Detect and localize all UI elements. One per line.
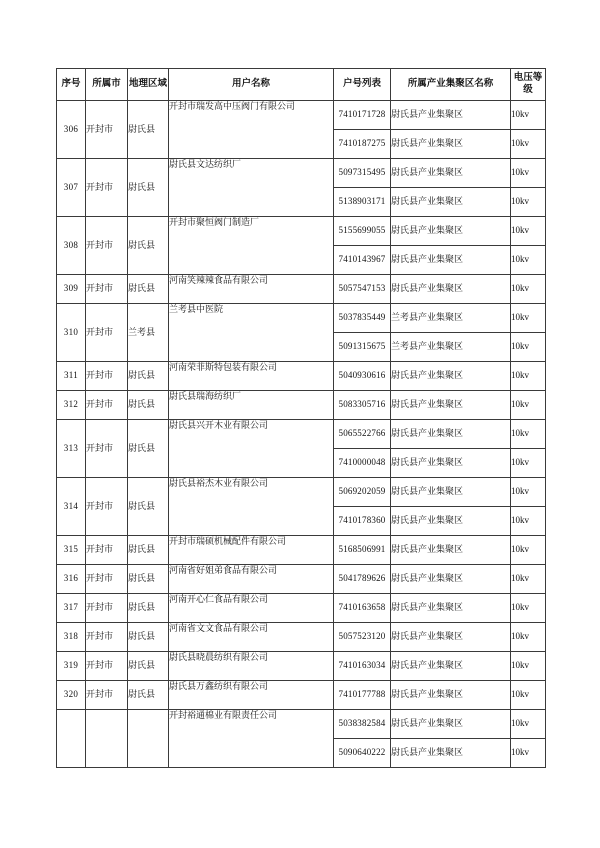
- city-cell: 开封市: [86, 362, 128, 391]
- account-number-cell: 5138903171: [334, 188, 391, 217]
- user-name-cell: 尉氏县万鑫纺织有限公司: [169, 681, 334, 710]
- account-number-cell: 5155699055: [334, 217, 391, 246]
- user-name-cell: 河南省好姐弟食品有限公司: [169, 565, 334, 594]
- voltage-cell: 10kv: [511, 159, 546, 188]
- city-cell: 开封市: [86, 536, 128, 565]
- cluster-name-cell: 尉氏县产业集聚区: [391, 188, 511, 217]
- account-number-cell: 7410163658: [334, 594, 391, 623]
- voltage-cell: 10kv: [511, 391, 546, 420]
- account-number-cell: 5097315495: [334, 159, 391, 188]
- region-cell: 尉氏县: [128, 565, 169, 594]
- user-name-cell: 开封市聚恒阀门制造厂: [169, 217, 334, 275]
- serial-number-cell: 314: [57, 478, 86, 536]
- cluster-name-cell: 尉氏县产业集聚区: [391, 159, 511, 188]
- account-number-cell: 5090640222: [334, 739, 391, 768]
- serial-number-cell: 307: [57, 159, 86, 217]
- account-number-cell: 5057523120: [334, 623, 391, 652]
- region-cell: 兰考县: [128, 304, 169, 362]
- serial-number-cell: 306: [57, 101, 86, 159]
- table-row: [57, 362, 546, 391]
- user-name-cell: 兰考县中医院: [169, 304, 334, 362]
- city-cell: 开封市: [86, 217, 128, 275]
- voltage-cell: 10kv: [511, 623, 546, 652]
- serial-number-cell: 311: [57, 362, 86, 391]
- cluster-name-cell: 尉氏县产业集聚区: [391, 478, 511, 507]
- region-cell: 尉氏县: [128, 420, 169, 478]
- city-cell: 开封市: [86, 275, 128, 304]
- city-cell: 开封市: [86, 420, 128, 478]
- table-row: [57, 623, 546, 652]
- region-cell: 尉氏县: [128, 652, 169, 681]
- col-header-user-name: 用户名称: [169, 69, 334, 101]
- cluster-name-cell: 尉氏县产业集聚区: [391, 275, 511, 304]
- col-header-account-list: 户号列表: [334, 69, 391, 101]
- table-row: [57, 594, 546, 623]
- cluster-name-cell: 尉氏县产业集聚区: [391, 101, 511, 130]
- serial-number-cell: [57, 710, 86, 768]
- city-cell: 开封市: [86, 478, 128, 536]
- city-cell: 开封市: [86, 594, 128, 623]
- table-row: [57, 652, 546, 681]
- serial-number-cell: 318: [57, 623, 86, 652]
- table-row: [57, 275, 546, 304]
- col-header-region: 地理区域: [128, 69, 169, 101]
- serial-number-cell: 309: [57, 275, 86, 304]
- table-row: [57, 478, 546, 507]
- city-cell: 开封市: [86, 681, 128, 710]
- account-number-cell: 5065522766: [334, 420, 391, 449]
- voltage-cell: 10kv: [511, 246, 546, 275]
- serial-number-cell: 313: [57, 420, 86, 478]
- user-name-cell: 河南省文文食品有限公司: [169, 623, 334, 652]
- voltage-cell: 10kv: [511, 217, 546, 246]
- user-name-cell: 尉氏县瑞海纺织厂: [169, 391, 334, 420]
- serial-number-cell: 312: [57, 391, 86, 420]
- city-cell: [86, 710, 128, 768]
- user-name-cell: 开封市瑞硕机械配件有限公司: [169, 536, 334, 565]
- account-number-cell: 7410163034: [334, 652, 391, 681]
- city-cell: 开封市: [86, 101, 128, 159]
- col-header-voltage-level: 电压等级: [511, 69, 546, 101]
- city-cell: 开封市: [86, 304, 128, 362]
- city-cell: 开封市: [86, 652, 128, 681]
- cluster-name-cell: 尉氏县产业集聚区: [391, 217, 511, 246]
- table-row: [57, 159, 546, 188]
- cluster-name-cell: 尉氏县产业集聚区: [391, 652, 511, 681]
- voltage-cell: 10kv: [511, 652, 546, 681]
- table-row: [57, 536, 546, 565]
- table-row: [57, 391, 546, 420]
- user-name-cell: 河南笑辣辣食品有限公司: [169, 275, 334, 304]
- cluster-name-cell: 尉氏县产业集聚区: [391, 130, 511, 159]
- region-cell: 尉氏县: [128, 681, 169, 710]
- voltage-cell: 10kv: [511, 101, 546, 130]
- account-number-cell: 5057547153: [334, 275, 391, 304]
- cluster-name-cell: 尉氏县产业集聚区: [391, 739, 511, 768]
- table-row: [57, 420, 546, 449]
- serial-number-cell: 317: [57, 594, 86, 623]
- cluster-name-cell: 尉氏县产业集聚区: [391, 565, 511, 594]
- user-name-cell: 尉氏县文达纺织厂: [169, 159, 334, 217]
- account-number-cell: 7410000048: [334, 449, 391, 478]
- voltage-cell: 10kv: [511, 536, 546, 565]
- region-cell: 尉氏县: [128, 536, 169, 565]
- cluster-name-cell: 尉氏县产业集聚区: [391, 623, 511, 652]
- voltage-cell: 10kv: [511, 188, 546, 217]
- region-cell: 尉氏县: [128, 275, 169, 304]
- table-row: [57, 304, 546, 333]
- account-number-cell: 5083305716: [334, 391, 391, 420]
- user-account-table: [56, 68, 546, 768]
- cluster-name-cell: 尉氏县产业集聚区: [391, 420, 511, 449]
- account-number-cell: 7410177788: [334, 681, 391, 710]
- table-row: [57, 681, 546, 710]
- table-row: [57, 710, 546, 739]
- voltage-cell: 10kv: [511, 507, 546, 536]
- user-name-cell: 开封市瑞发高中压阀门有限公司: [169, 101, 334, 159]
- voltage-cell: 10kv: [511, 739, 546, 768]
- voltage-cell: 10kv: [511, 304, 546, 333]
- voltage-cell: 10kv: [511, 420, 546, 449]
- serial-number-cell: 315: [57, 536, 86, 565]
- user-name-cell: 尉氏县兴开木业有限公司: [169, 420, 334, 478]
- voltage-cell: 10kv: [511, 275, 546, 304]
- account-number-cell: 5038382584: [334, 710, 391, 739]
- voltage-cell: 10kv: [511, 594, 546, 623]
- region-cell: 尉氏县: [128, 159, 169, 217]
- voltage-cell: 10kv: [511, 362, 546, 391]
- cluster-name-cell: 尉氏县产业集聚区: [391, 710, 511, 739]
- cluster-name-cell: 尉氏县产业集聚区: [391, 507, 511, 536]
- region-cell: 尉氏县: [128, 217, 169, 275]
- account-number-cell: 7410178360: [334, 507, 391, 536]
- region-cell: [128, 710, 169, 768]
- region-cell: 尉氏县: [128, 478, 169, 536]
- serial-number-cell: 308: [57, 217, 86, 275]
- account-number-cell: 5037835449: [334, 304, 391, 333]
- serial-number-cell: 319: [57, 652, 86, 681]
- header-row: [57, 69, 546, 101]
- cluster-name-cell: 尉氏县产业集聚区: [391, 246, 511, 275]
- table-body: [57, 101, 546, 768]
- account-number-cell: 5069202059: [334, 478, 391, 507]
- cluster-name-cell: 兰考县产业集聚区: [391, 333, 511, 362]
- account-number-cell: 7410143967: [334, 246, 391, 275]
- col-header-city: 所属市: [86, 69, 128, 101]
- region-cell: 尉氏县: [128, 362, 169, 391]
- city-cell: 开封市: [86, 159, 128, 217]
- region-cell: 尉氏县: [128, 594, 169, 623]
- cluster-name-cell: 兰考县产业集聚区: [391, 304, 511, 333]
- cluster-name-cell: 尉氏县产业集聚区: [391, 536, 511, 565]
- region-cell: 尉氏县: [128, 101, 169, 159]
- account-number-cell: 5040930616: [334, 362, 391, 391]
- city-cell: 开封市: [86, 391, 128, 420]
- cluster-name-cell: 尉氏县产业集聚区: [391, 594, 511, 623]
- account-number-cell: 7410187275: [334, 130, 391, 159]
- voltage-cell: 10kv: [511, 478, 546, 507]
- voltage-cell: 10kv: [511, 449, 546, 478]
- cluster-name-cell: 尉氏县产业集聚区: [391, 391, 511, 420]
- region-cell: 尉氏县: [128, 391, 169, 420]
- cluster-name-cell: 尉氏县产业集聚区: [391, 449, 511, 478]
- table-row: [57, 565, 546, 594]
- user-name-cell: 尉氏县晓晨纺织有限公司: [169, 652, 334, 681]
- account-number-cell: 5168506991: [334, 536, 391, 565]
- voltage-cell: 10kv: [511, 130, 546, 159]
- voltage-cell: 10kv: [511, 333, 546, 362]
- cluster-name-cell: 尉氏县产业集聚区: [391, 681, 511, 710]
- voltage-cell: 10kv: [511, 681, 546, 710]
- account-number-cell: 5041789626: [334, 565, 391, 594]
- serial-number-cell: 310: [57, 304, 86, 362]
- account-number-cell: 7410171728: [334, 101, 391, 130]
- region-cell: 尉氏县: [128, 623, 169, 652]
- account-number-cell: 5091315675: [334, 333, 391, 362]
- city-cell: 开封市: [86, 623, 128, 652]
- col-header-cluster-name: 所属产业集聚区名称: [391, 69, 511, 101]
- table-row: [57, 217, 546, 246]
- serial-number-cell: 316: [57, 565, 86, 594]
- serial-number-cell: 320: [57, 681, 86, 710]
- user-name-cell: 河南开心仁食品有限公司: [169, 594, 334, 623]
- cluster-name-cell: 尉氏县产业集聚区: [391, 362, 511, 391]
- user-name-cell: 尉氏县裕杰木业有限公司: [169, 478, 334, 536]
- city-cell: 开封市: [86, 565, 128, 594]
- voltage-cell: 10kv: [511, 710, 546, 739]
- user-name-cell: 河南荣菲斯特包装有限公司: [169, 362, 334, 391]
- col-header-serial: 序号: [57, 69, 86, 101]
- voltage-cell: 10kv: [511, 565, 546, 594]
- user-name-cell: 开封裕通棉业有限责任公司: [169, 710, 334, 768]
- table-row: [57, 101, 546, 130]
